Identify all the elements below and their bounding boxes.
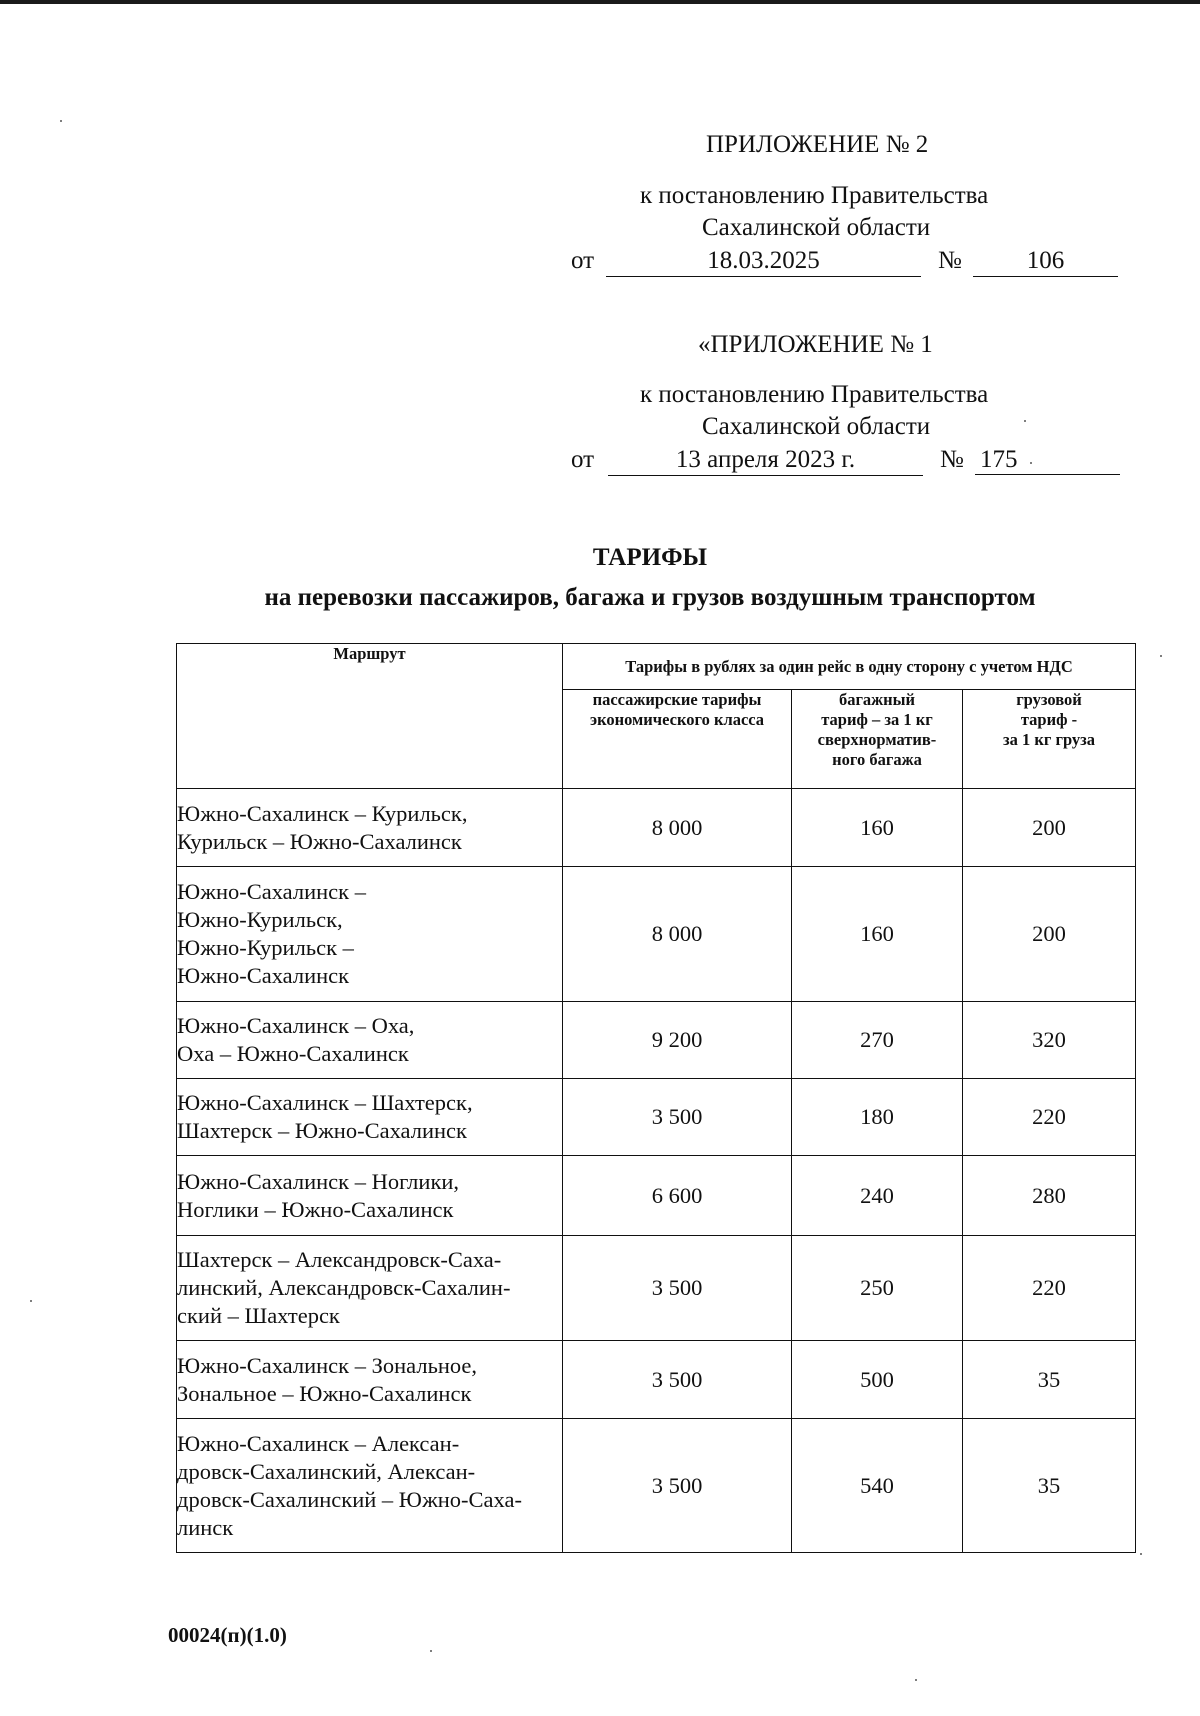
passenger-tariff-cell: 3 500	[563, 1236, 792, 1341]
scan-speck	[915, 1679, 917, 1681]
table-row	[177, 1341, 1136, 1419]
scan-speck	[1024, 420, 1026, 422]
table-row	[177, 1156, 1136, 1236]
route-line: Шахтерск – Александровск-Саха-	[177, 1247, 502, 1272]
table-row	[177, 1079, 1136, 1156]
table-row	[177, 1236, 1136, 1341]
baggage-tariff-cell: 160	[792, 867, 963, 1002]
table-row	[177, 1002, 1136, 1079]
tariffs-group-header: Тарифы в рублях за один рейс в одну сторону с учетом НДС	[563, 644, 1136, 690]
table-row	[177, 789, 1136, 867]
appendix2-number-field: 106	[973, 246, 1118, 277]
scan-speck	[1140, 1553, 1142, 1555]
header-line: сверхнорматив-	[817, 730, 937, 749]
route-line: Южно-Сахалинск	[177, 963, 350, 988]
table-row	[177, 867, 1136, 1002]
route-line: Южно-Сахалинск – Алексан-	[177, 1430, 460, 1456]
route-line: Южно-Курильск –	[177, 935, 354, 960]
document-code: 00024(п)(1.0)	[168, 1623, 287, 1647]
route-line: ский – Шахтерск	[177, 1303, 340, 1328]
route-cell	[177, 1156, 563, 1236]
route-line: Ноглики – Южно-Сахалинск	[177, 1196, 454, 1222]
passenger-tariff-cell: 8 000	[563, 867, 792, 1002]
appendix2-title: ПРИЛОЖЕНИЕ № 2	[706, 131, 929, 158]
cargo-tariff-cell: 220	[963, 1236, 1136, 1341]
header-line: багажный	[838, 690, 916, 709]
appendix2-region-line: Сахалинской области	[702, 214, 931, 241]
appendix1-resolution-line: к постановлению Правительства	[640, 381, 989, 408]
passenger-tariff-cell: 3 500	[563, 1079, 792, 1156]
cargo-tariff-cell: 280	[963, 1156, 1136, 1236]
doc-title: ТАРИФЫ	[592, 544, 708, 571]
baggage-tariff-cell: 160	[792, 789, 963, 867]
scan-speck	[1160, 655, 1162, 657]
route-line: Южно-Сахалинск – Шахтерск,	[177, 1090, 473, 1115]
route-cell	[177, 867, 563, 1002]
passenger-tariff-cell: 6 600	[563, 1156, 792, 1236]
route-cell	[177, 1002, 563, 1079]
route-line: линский, Александровск-Сахалин-	[177, 1275, 511, 1300]
tariffs-table	[176, 643, 1136, 1553]
cargo-tariff-cell: 320	[963, 1002, 1136, 1079]
baggage-tariff-cell: 500	[792, 1341, 963, 1419]
appendix2-date-field: 18.03.2025	[606, 246, 921, 277]
header-line: пассажирские тарифы	[592, 690, 762, 709]
cargo-tariff-header	[963, 690, 1136, 789]
route-line: линск	[177, 1514, 234, 1540]
route-line: Южно-Сахалинск –	[177, 879, 366, 904]
route-cell	[177, 1419, 563, 1553]
route-cell	[177, 1236, 563, 1341]
route-line: Зональное – Южно-Сахалинск	[177, 1380, 472, 1406]
header-line: ного багажа	[832, 750, 922, 769]
header-line: тариф -	[1020, 710, 1078, 729]
appendix1-from-label: от	[571, 446, 595, 473]
baggage-tariff-cell: 240	[792, 1156, 963, 1236]
cargo-tariff-cell: 35	[963, 1341, 1136, 1419]
route-cell	[177, 1079, 563, 1156]
route-line: дровск-Сахалинский, Алексан-	[177, 1458, 476, 1484]
route-line: Южно-Курильск,	[177, 907, 343, 932]
scan-top-edge	[0, 0, 1200, 4]
passenger-tariff-cell: 9 200	[563, 1002, 792, 1079]
route-line: Южно-Сахалинск – Курильск,	[177, 800, 468, 826]
baggage-tariff-cell: 540	[792, 1419, 963, 1553]
appendix1-date-field: 13 апреля 2023 г.	[608, 445, 923, 476]
route-line: Южно-Сахалинск – Оха,	[177, 1013, 415, 1038]
route-line: Шахтерск – Южно-Сахалинск	[177, 1118, 467, 1143]
cargo-tariff-cell: 220	[963, 1079, 1136, 1156]
baggage-tariff-cell: 250	[792, 1236, 963, 1341]
route-line: Южно-Сахалинск – Зональное,	[177, 1352, 478, 1378]
table-row	[177, 1419, 1136, 1553]
appendix1-number-field: 175	[975, 445, 1120, 475]
cargo-tariff-cell: 35	[963, 1419, 1136, 1553]
header-line: тариф – за 1 кг	[821, 710, 933, 729]
route-line: Курильск – Южно-Сахалинск	[177, 828, 462, 854]
table-header-row	[177, 644, 1136, 690]
baggage-tariff-cell: 180	[792, 1079, 963, 1156]
passenger-tariff-header	[563, 690, 792, 789]
header-line: грузовой	[1016, 690, 1082, 709]
passenger-tariff-cell: 8 000	[563, 789, 792, 867]
appendix2-from-label: от	[571, 247, 595, 274]
passenger-tariff-cell: 3 500	[563, 1419, 792, 1553]
appendix1-region-line: Сахалинской области	[702, 413, 931, 440]
appendix1-title: «ПРИЛОЖЕНИЕ № 1	[698, 331, 933, 358]
cargo-tariff-cell: 200	[963, 789, 1136, 867]
cargo-tariff-cell: 200	[963, 867, 1136, 1002]
header-line: за 1 кг груза	[1002, 730, 1096, 749]
passenger-tariff-cell: 3 500	[563, 1341, 792, 1419]
scan-speck	[30, 1300, 32, 1302]
route-line: дровск-Сахалинский – Южно-Саха-	[177, 1486, 522, 1512]
scan-speck	[60, 120, 62, 122]
route-cell	[177, 789, 563, 867]
scan-speck	[430, 1650, 432, 1652]
appendix2-resolution-line: к постановлению Правительства	[640, 182, 989, 209]
route-column-header: Маршрут	[177, 644, 563, 789]
baggage-tariff-header	[792, 690, 963, 789]
route-line: Оха – Южно-Сахалинск	[177, 1041, 409, 1066]
route-cell	[177, 1341, 563, 1419]
route-line: Южно-Сахалинск – Ноглики,	[177, 1168, 460, 1194]
appendix2-number-label: №	[938, 247, 962, 274]
baggage-tariff-cell: 270	[792, 1002, 963, 1079]
header-line: экономического класса	[589, 710, 765, 729]
doc-subtitle: на перевозки пассажиров, багажа и грузов воздушным транспортом	[264, 584, 1036, 611]
appendix1-number-label: №	[940, 446, 964, 473]
